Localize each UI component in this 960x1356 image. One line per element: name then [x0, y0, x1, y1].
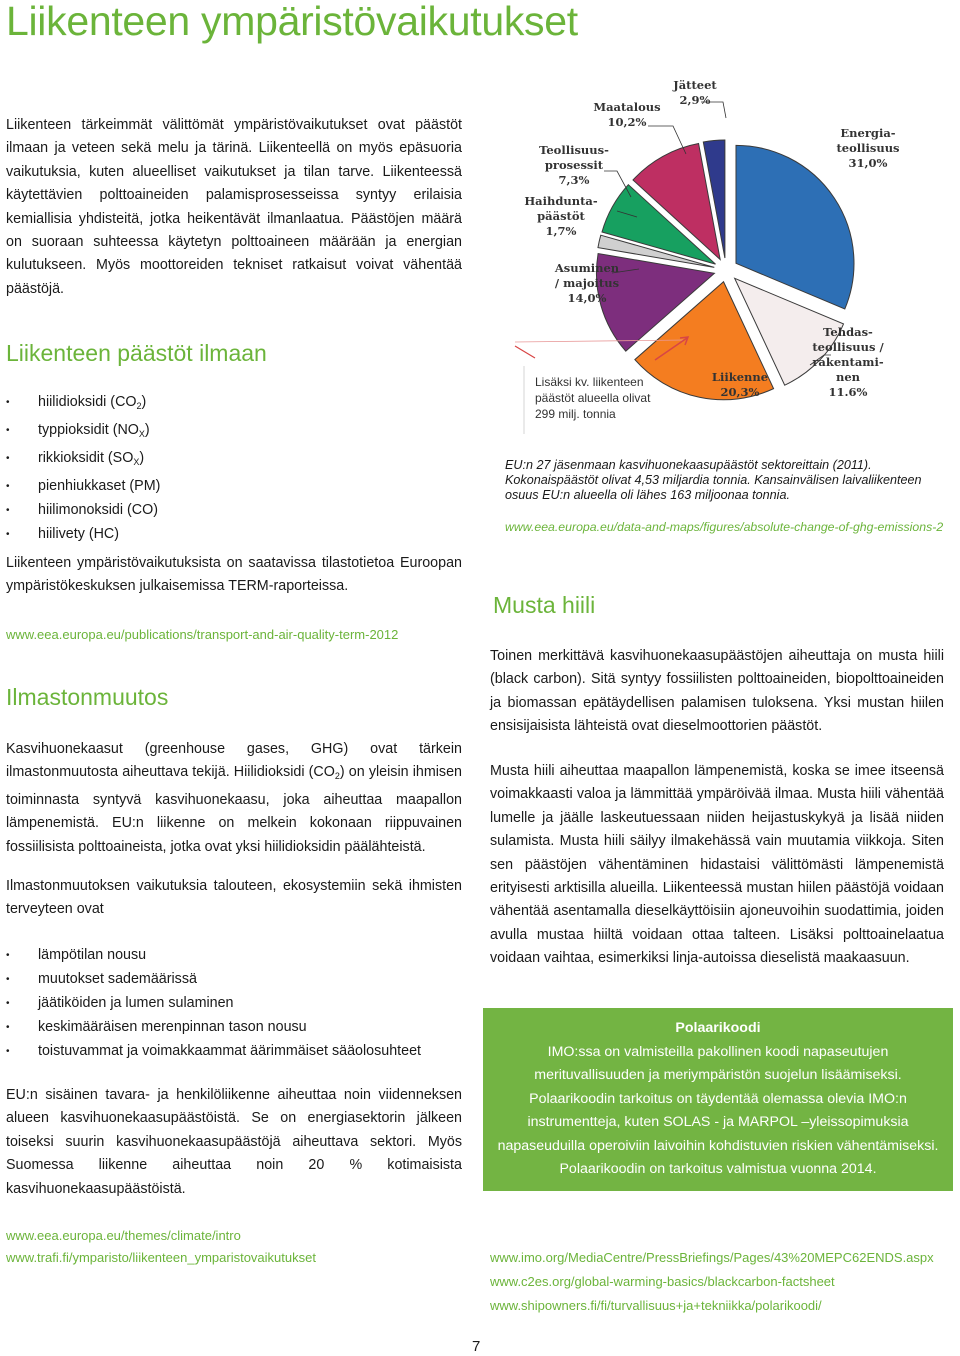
list-item: • keskimääräisen merenpinnan tason nousu — [6, 1016, 462, 1040]
list-item: • hiilidioksidi $(CO_2)$ — [6, 391, 306, 419]
polar-code-title: Polaarikoodi — [675, 1020, 761, 1036]
label-jatteet: Jätteet 2,9% — [673, 78, 717, 107]
list-item: • toistuvammat ja voimakkaammat äärimmäiset sääolosuhteet — [6, 1040, 462, 1064]
shipowners-link[interactable]: www.shipowners.fi/fi/turvallisuus+ja+tekniikka/polarikoodi/ — [490, 1298, 822, 1313]
list-item: • pienhiukkaset (PM) — [6, 475, 306, 499]
black-carbon-paragraph-2: Musta hiili aiheuttaa maapallon lämpenemistä, koska se imee itseensä voimakkaasti valoa ja lämmittää ympäröivää ilmaa. Musta hiili vähentää lumelle ja jäälle laskeutuessaan niiden heijastuskykyä ja lisää niiden sulamista. Musta hiili säilyy ilmakehässä vain muutamia viikkoja. Siten sen päästöjen vähentäminen hidastaisi välittömästi lämpenemistä erityisesti arktisilla alueilla. Liikenteessä mustan hiilen päästöjä voidaan vähentää asentamalla dieselkäyttöisiin ajoneuvoihin suodattimia, joiden avulla mustaa hiiltä voidaan ottaa talteen. Lisäksi polttoainelaatua voidaan vaihtaa, esimerkiksi linja-autoissa dieselistä maakaasuun. — [490, 763, 944, 967]
climate-paragraph-1: Kasvihuonekaasut (greenhouse gases, GHG) ovat tärkein ilmastonmuutosta aiheuttava tekijä. Hiilidioksidi $(CO_2)$ on yleisin ihmisen toiminnasta syntyvä kasvihuonekaasu, joka aiheuttaa maapallon lämpenemistä. EU:n liikenne on melkein kokonaan riippuvainen fossiilisista polttoaineista, jotka ovat yksi hiilidioksidin päälähteistä. — [6, 741, 462, 855]
label-haihduntapaastot: Haihdunta- päästöt 1,7% — [524, 194, 598, 238]
polar-code-box — [483, 1008, 953, 1191]
list-item: • jäätiköiden ja lumen sulaminen — [6, 992, 462, 1016]
label-teollisuusprosessit: Teollisuus- prosessit 7,3% — [539, 143, 609, 187]
list-item: • typpioksidit $(NO_X)$ — [6, 419, 306, 447]
label-tehdasteollisuus: Tehdas- teollisuus / rakentami- nen 11.6% — [812, 325, 884, 399]
climate-paragraph-3: EU:n sisäinen tavara- ja henkilöliikenne aiheuttaa noin viidenneksen alueen kasvihuonekaasupäästöistä. Se on energiasektorin jälkeen toiseksi suurin kasvihuonekaasupäästöjä aiheuttava sektori. Myös Suomessa liikenne aiheuttaa noin 20 % kotimaisista kasvihuonekaasupäästöistä. — [6, 1087, 462, 1197]
eea-ghg-link[interactable]: www.eea.europa.eu/data-and-maps/figures/absolute-change-of-ghg-emissions-2 — [505, 520, 944, 534]
label-liikenne: Liikenne 20,3% — [711, 370, 769, 399]
list-item: • muutokset sademäärissä — [6, 968, 462, 992]
climate-paragraph-2: Ilmastonmuutoksen vaikutuksia talouteen, ekosystemiin sekä ihmisten terveyteen ovat — [6, 878, 462, 918]
chart-annotation: Lisäksi kv. liikenteen päästöt alueella olivat 299 milj. tonnia — [535, 375, 651, 421]
polar-code-body: IMO:ssa on valmisteilla pakollinen koodi napaseutujen merituvallisuuden ja meriympäristön suojelun lisäämiseksi. Polaarikoodin tarkoitus on täydentää olemassa olevia IMO:n instrumentteja, kuten SOLAS - ja MARPOL –yleissopimuksia napaseuduilla operoiviin laivoihin kohdistuvien riskien vähentämiseksi. Polaarikoodin on tarkoitus valmistua vuonna 2014. — [497, 1043, 939, 1177]
label-asuminen: Asuminen / majoitus 14,0% — [554, 261, 620, 305]
climate-heading: Ilmastonmuutos — [6, 684, 169, 710]
term-report-link[interactable]: www.eea.europa.eu/publications/transport-and-air-quality-term-2012 — [6, 627, 399, 642]
intro-paragraph: Liikenteen tärkeimmät välittömät ympäristövaikutukset ovat päästöt ilmaan ja veteen sekä melu ja tärinä. Liikenteellä on myös epäsuoria vaikutuksia, kuten alueelliset vaikutukset ja tilan tarve. Liikenteessä käytettävien polttoaineiden palamisprosesseissa syntyy erilaisia kemiallisia yhdisteitä, jotka heikentävät ilmanlaatua. Päästöjen määrä on suoraan suhteessa käytetyn polttoaineen määrään ja energian kulutukseen. Myös moottoreiden tekniset ratkaisut voivat vähentää päästöjä. — [6, 117, 462, 297]
page-title: Liikenteen ympäristövaikutukset — [6, 0, 578, 44]
label-maatalous: Maatalous 10,2% — [593, 100, 661, 129]
list-item: • rikkioksidit $(SO_X)$ — [6, 447, 306, 475]
label-energiateollisuus: Energia- teollisuus 31,0% — [836, 126, 900, 170]
list-item: • hiilimonoksidi (CO) — [6, 499, 306, 523]
emissions-list — [6, 391, 306, 546]
black-carbon-paragraph-1: Toinen merkittävä kasvihuonekaasupäästöjen aiheuttaja on musta hiili (black carbon). Sitä syntyy fossiilisten polttoaineiden, biopolttoaineiden ja biomassan epätäydellisen palamisen tuloksena. Yksi mustan hiilen ensisijaisista lähteistä ovat dieselmoottorien päästöt. — [490, 648, 944, 735]
annotation-arrow-left — [515, 346, 535, 358]
stats-paragraph: Liikenteen ympäristövaikutuksista on saatavissa tilastotietoa Euroopan ympäristökeskuksen julkaisemissa TERM-raporteissa. — [6, 555, 462, 595]
list-item: • lämpötilan nousu — [6, 944, 462, 968]
page-number: 7 — [472, 1338, 481, 1355]
effects-list — [6, 944, 462, 1064]
eea-climate-link[interactable]: www.eea.europa.eu/themes/climate/intro — [6, 1228, 241, 1243]
list-item: • hiilivety (HC) — [6, 523, 306, 547]
trafi-link[interactable]: www.trafi.fi/ymparisto/liikenteen_ymparistovaikutukset — [6, 1250, 316, 1265]
imo-link[interactable]: www.imo.org/MediaCentre/PressBriefings/Pages/43%20MEPC62ENDS.aspx — [490, 1250, 934, 1265]
black-carbon-heading: Musta hiili — [493, 592, 596, 618]
c2es-link[interactable]: www.c2es.org/global-warming-basics/blackcarbon-factsheet — [490, 1274, 835, 1289]
chart-caption: EU:n 27 jäsenmaan kasvihuonekaasupäästöt sektoreittain (2011). Kokonaispäästöt olivat 4,53 miljardia tonnia. Kansainvälisen laivaliikenteen osuus EU:n alueella oli lähes 163 miljoonaa tonnia. — [505, 458, 922, 502]
emissions-heading: Liikenteen päästöt ilmaan — [6, 340, 267, 366]
